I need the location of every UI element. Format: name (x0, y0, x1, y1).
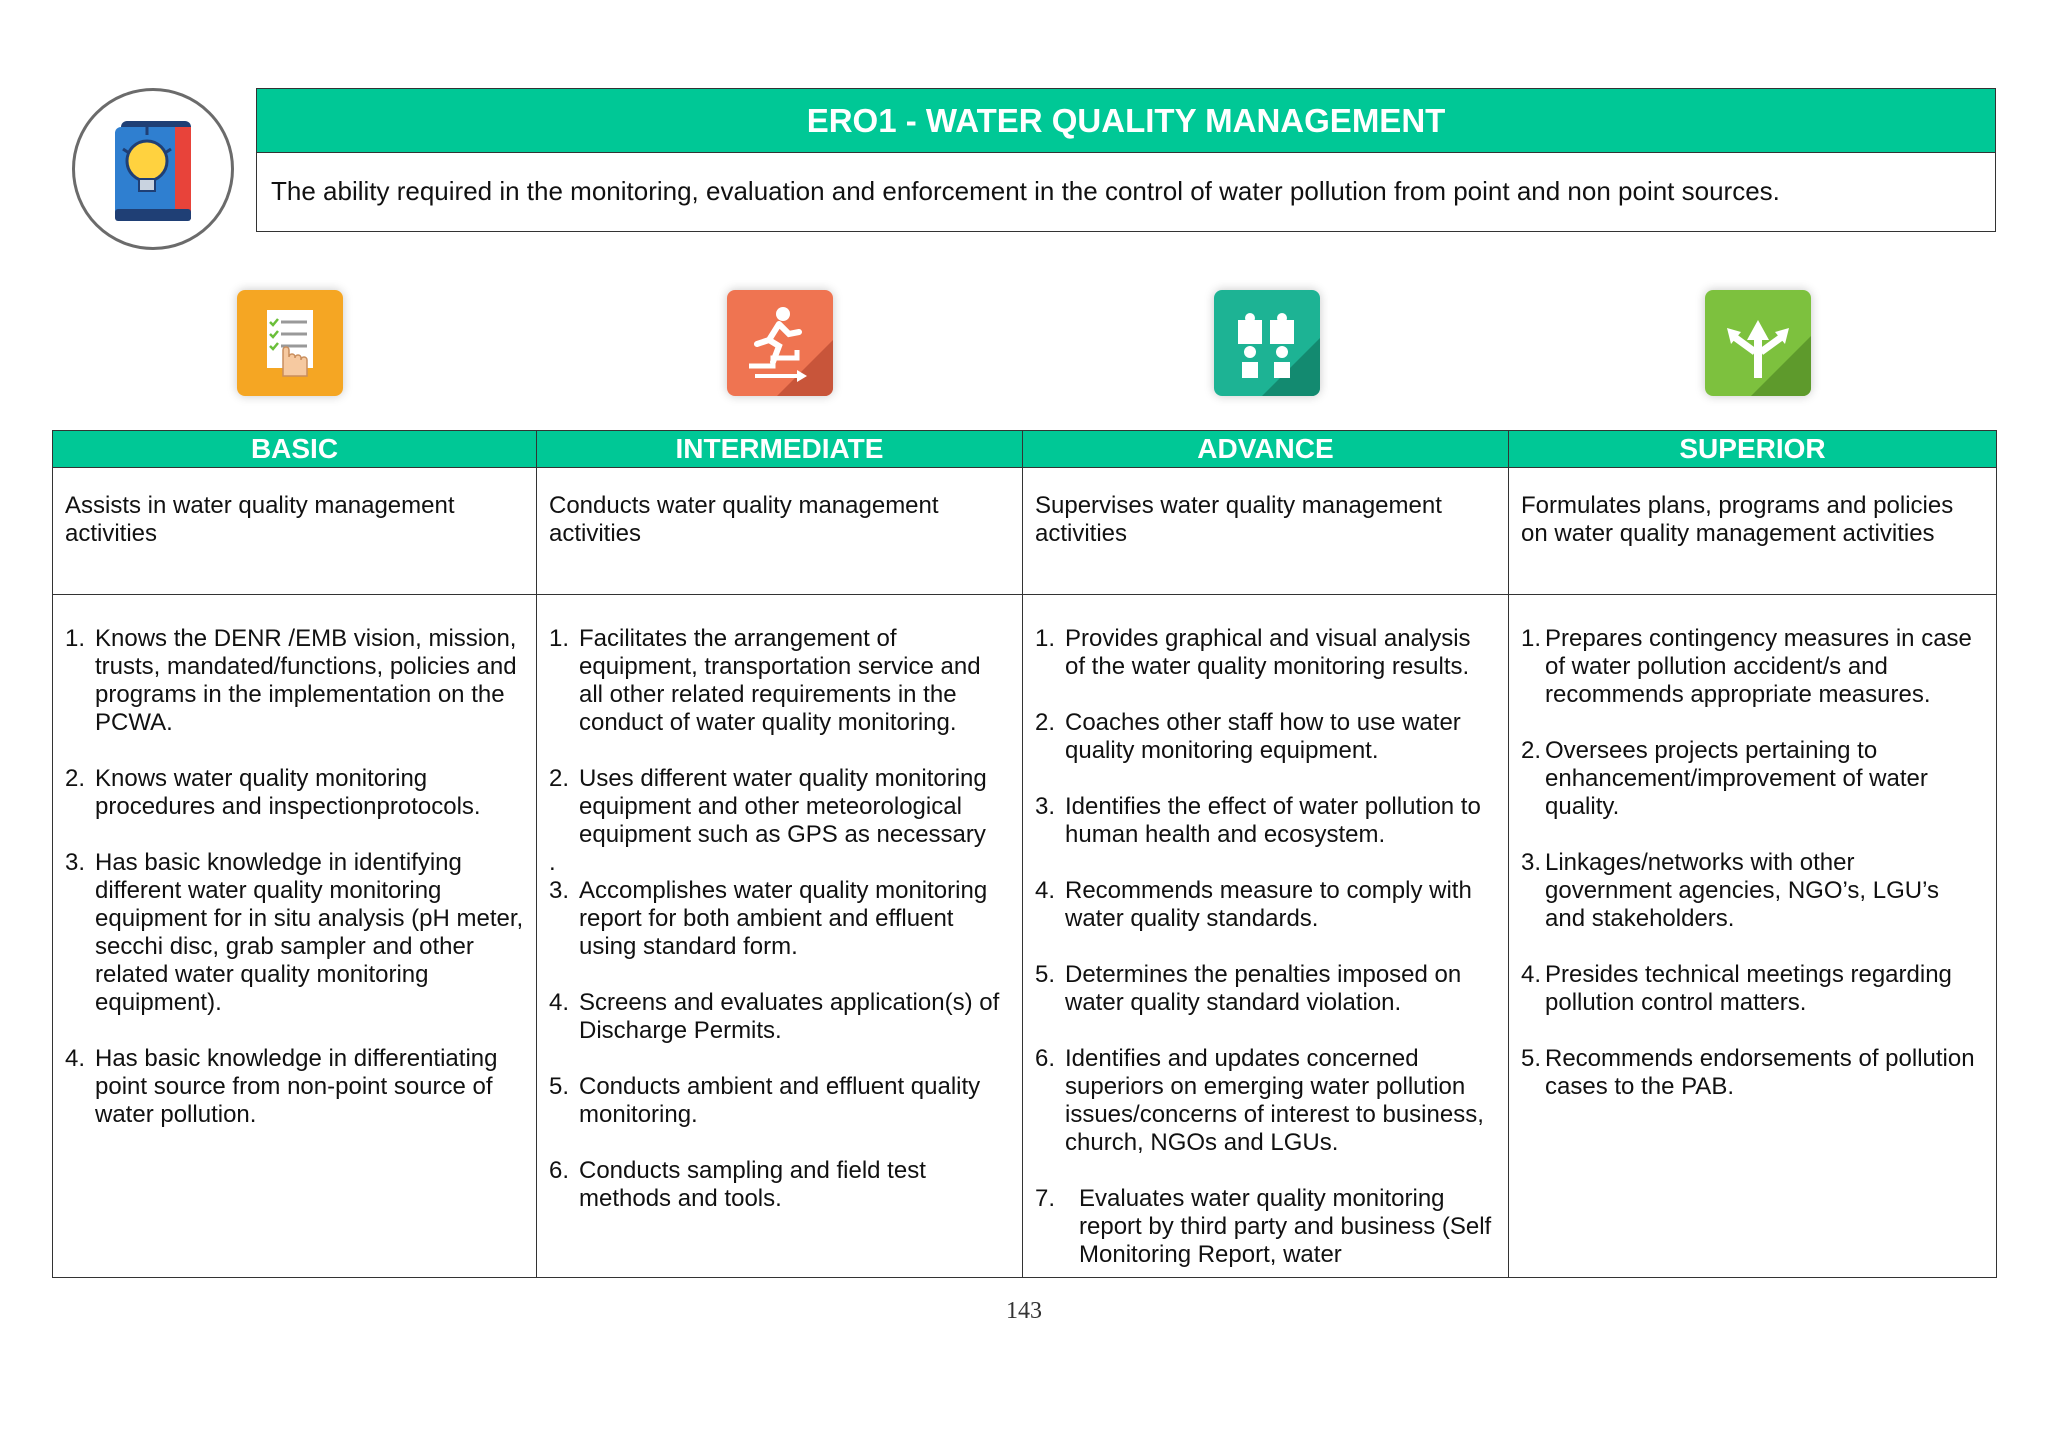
list-item: 2. Coaches other staff how to use water quality monitoring equipment. (1035, 709, 1461, 764)
list-item: 1. Facilitates the arrangement of equipment, transportation service and all other related requirements in the conduct of water quality monitoring. (549, 625, 981, 736)
items-advance (1023, 595, 1509, 1278)
competency-header (256, 88, 1996, 232)
running-person-stairs-icon (727, 290, 833, 396)
list-item: 3. Accomplishes water quality monitoring report for both ambient and effluent using standard form. (549, 877, 988, 960)
book-lightbulb-icon (72, 88, 234, 250)
list-item: 1. Prepares contingency measures in case of water pollution accident/s and recommends appropriate measures. (1521, 625, 1972, 708)
competency-title: ERO1 - WATER QUALITY MANAGEMENT (257, 89, 1995, 153)
competency-levels-table (52, 430, 1997, 1278)
level-name-intermediate: INTERMEDIATE (537, 431, 1023, 468)
list-item: 3. Has basic knowledge in identifying different water quality monitoring equipment for in situ analysis (pH meter, secchi disc, grab sampler and other related water quality monitoring equipment). (65, 849, 524, 1016)
stray-period: . (549, 849, 556, 876)
level-name-superior: SUPERIOR (1509, 431, 1997, 468)
list-item: 3. Identifies the effect of water pollution to human health and ecosystem. (1035, 793, 1481, 848)
list-item: 2. Oversees projects pertaining to enhancement/improvement of water quality. (1521, 737, 1928, 820)
items-superior (1509, 595, 1997, 1278)
checklist-hand-icon (237, 290, 343, 396)
summary-superior: Formulates plans, programs and policies on water quality management activities (1509, 468, 1997, 595)
list-item: 4. Has basic knowledge in differentiating point source from non-point source of water pollution. (65, 1045, 498, 1128)
summary-intermediate: Conducts water quality management activities (537, 468, 1023, 595)
items-intermediate (537, 595, 1023, 1278)
list-item: 5. Recommends endorsements of pollution cases to the PAB. (1521, 1045, 1975, 1100)
levels-summary-row (53, 468, 1997, 595)
branching-arrows-icon (1705, 290, 1811, 396)
levels-header-row (53, 431, 1997, 468)
levels-items-row (53, 595, 1997, 1278)
list-item: 1. Provides graphical and visual analysis of the water quality monitoring results. (1035, 625, 1471, 680)
page-number: 143 (1006, 1298, 1042, 1324)
people-puzzle-icon (1214, 290, 1320, 396)
summary-basic: Assists in water quality management activities (53, 468, 537, 595)
level-name-advance: ADVANCE (1023, 431, 1509, 468)
list-item: 2. Uses different water quality monitoring equipment and other meteorological equipment such as GPS as necessary (549, 765, 987, 848)
items-basic (53, 595, 537, 1278)
list-item: 5. Conducts ambient and effluent quality monitoring. (549, 1073, 981, 1128)
summary-advance: Supervises water quality management activities (1023, 468, 1509, 595)
list-item: 6. Conducts sampling and field test methods and tools. (549, 1157, 926, 1212)
list-item: 6. Identifies and updates concerned superiors on emerging water pollution issues/concerns of interest to business, church, NGOs and LGUs. (1035, 1045, 1484, 1156)
list-item: 4. Screens and evaluates application(s) of Discharge Permits. (549, 989, 1000, 1044)
level-name-basic: BASIC (53, 431, 537, 468)
list-item: 1. Knows the DENR /EMB vision, mission, trusts, mandated/functions, policies and programs in the implementation on the PCWA. (65, 625, 517, 736)
list-item: 2. Knows water quality monitoring procedures and inspectionprotocols. (65, 765, 481, 820)
list-item: 4. Presides technical meetings regarding pollution control matters. (1521, 961, 1952, 1016)
list-item: 5. Determines the penalties imposed on water quality standard violation. (1035, 961, 1462, 1016)
competency-description: The ability required in the monitoring, evaluation and enforcement in the control of water pollution from point and non point sources. (271, 176, 1780, 206)
list-item: 4. Recommends measure to comply with water quality standards. (1035, 877, 1472, 932)
list-item: 7. Evaluates water quality monitoring report by third party and business (Self Monitoring Report, water (1035, 1185, 1492, 1268)
list-item: 3. Linkages/networks with other government agencies, NGO’s, LGU’s and stakeholders. (1521, 849, 1939, 932)
